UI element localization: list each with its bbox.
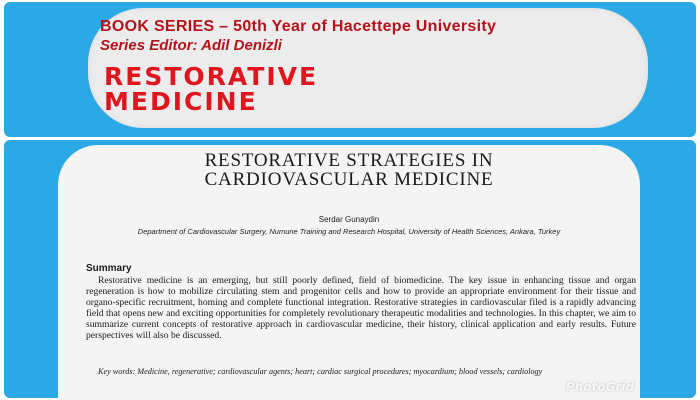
author-name: Serdar Gunaydin	[318, 215, 380, 224]
chapter-page	[58, 145, 640, 400]
book-series-line: BOOK SERIES – 50th Year of Hacettepe University	[100, 18, 497, 35]
chapter-title-line-2: CARDIOVASCULAR MEDICINE	[204, 169, 494, 190]
chapter-title-line-1: RESTORATIVE STRATEGIES IN	[204, 150, 494, 171]
book-title-line-1: RESTORATIVE	[104, 62, 319, 91]
series-editor-line: Series Editor: Adil Denizli	[100, 37, 282, 54]
summary-text: Restorative medicine is an emerging, but still poorly defined, field of biomedicine. The key issue in enhancing tissue and organ regeneration is how to mobilize circulating stem and progenitor cells and how to provide an appropriate environment for their tissue and organo-specific recruitment, homing and complete functional integration. Restorative strategies in cardiovascular filed is a rapidly advancing field that opens new and exciting opportunities for completely revolutionary therapeutic modalities and technologies. In this chapter, we aim to summarize current concepts of restorative approach in cardiovascular medicine, their history, clinical application and early results. Future perspectives will also be discussed.	[86, 275, 636, 341]
book-title	[104, 64, 504, 114]
photogrid-watermark: PhotoGrid	[566, 380, 635, 394]
book-title-line-2: MEDICINE	[104, 87, 258, 116]
keywords: Key words: Medicine, regenerative; cardiovascular agents; heart; cardiac surgical procedures; myocardium; blood vessels; cardiology	[98, 367, 543, 376]
author-affiliation: Department of Cardiovascular Surgery, Numune Training and Research Hospital, University of Health Sciences, Ankara, Turkey	[137, 227, 561, 236]
chapter-title	[58, 151, 640, 189]
summary-heading: Summary	[86, 263, 132, 274]
